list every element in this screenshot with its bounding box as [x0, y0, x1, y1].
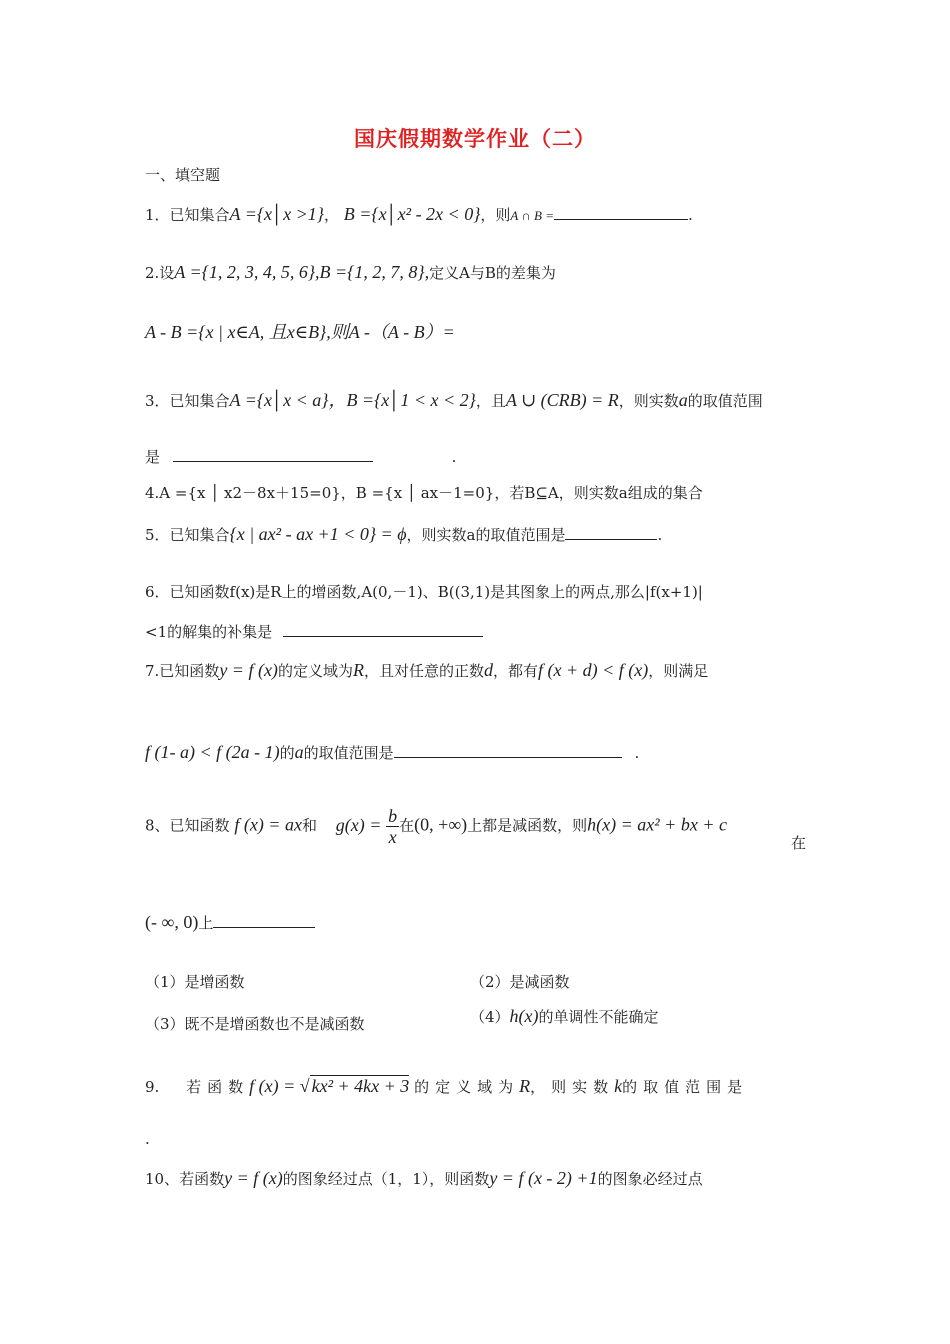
q7-label: 7.已知函数	[145, 662, 220, 680]
question-3	[145, 386, 763, 412]
q9-var-k: k	[614, 1076, 623, 1096]
q2-difference-def: A - B ={x | x∈A, 且x∈B},则A -（A - B）=	[145, 322, 455, 342]
q2-sets: A ={1, 2, 3, 4, 5, 6},B ={1, 2, 7, 8},	[174, 262, 430, 282]
question-3-line-2	[145, 446, 456, 467]
q9-f: f (x) = √	[249, 1076, 310, 1096]
q7-t2: ，且对任意的正数	[363, 662, 484, 680]
q7-ineq: f (x + d) < f (x)	[537, 660, 649, 680]
q8-t1: 和	[301, 816, 317, 835]
q1-end: .	[687, 206, 693, 224]
q1-label: 1．已知集合	[145, 206, 230, 224]
section-heading: 一、填空题	[145, 166, 221, 184]
q1-sep: ，	[323, 206, 339, 224]
q1-intersection: A ∩ B =	[510, 208, 554, 223]
question-9-line-2: .	[145, 1130, 150, 1148]
question-10	[145, 1168, 703, 1189]
question-6: 6．已知函数f(x)是R上的增函数,A(0,－1)、B((3,1)是其图象上的两点,那么|f(x+1)|	[145, 583, 703, 601]
q8-opt4-math: h(x)	[509, 1006, 539, 1026]
question-7	[145, 660, 708, 681]
q5-end: .	[657, 526, 663, 544]
q9-t3: ，则实数	[530, 1078, 615, 1096]
q3-var-a: a	[678, 390, 688, 410]
q1-set-b: B ={x│x² - 2x < 0}	[343, 204, 481, 224]
q9-label: 9.	[145, 1078, 160, 1096]
q7-condition: f (1- a) < f (2a - 1)	[145, 742, 280, 762]
q8-interval: (0, +∞)	[414, 814, 468, 835]
q10-label: 10、若函数	[145, 1170, 225, 1188]
q5-set: {x | ax² - ax +1 < 0} = ϕ	[229, 524, 407, 544]
q2-tail: 定义A与B的差集为	[429, 264, 556, 282]
q8-t2: 在	[399, 816, 415, 835]
q9-t2: 的定义域为	[414, 1078, 520, 1096]
q3-tail: ，则实数	[618, 392, 679, 410]
q7-var-d: d	[483, 660, 493, 680]
q8-label: 8、已知函数	[145, 816, 230, 835]
q8-option-2: （2）是减函数	[470, 973, 570, 991]
q3-sets: A ={x│x < a}，B ={x│1 < x < 2}	[229, 390, 476, 410]
q3-mid: ，且	[475, 392, 506, 410]
q8-t3: 上都是减函数，则	[467, 816, 588, 835]
q5-answer-blank[interactable]	[565, 525, 657, 540]
q8-frac-den: x	[388, 827, 397, 847]
q8-neg-interval: (- ∞, 0)	[145, 912, 199, 932]
q7-t4: ，则满足	[648, 662, 709, 680]
question-1	[145, 204, 693, 225]
q3-label: 3．已知集合	[145, 392, 230, 410]
q8-option-4	[470, 1006, 659, 1027]
q9-radicand: kx² + 4kx + 3	[311, 1076, 410, 1096]
question-2	[145, 262, 556, 283]
q1-tail: ，则	[480, 206, 511, 224]
q9-t1: 若函数	[186, 1078, 250, 1096]
q1-set-a: A ={x│x >1}	[229, 204, 324, 224]
q8-answer-blank[interactable]	[213, 913, 315, 928]
q8-option-1: （1）是增函数	[145, 973, 245, 991]
q10-func: y = f (x)	[224, 1168, 283, 1188]
q7-t3: ，都有	[492, 662, 538, 680]
q5-tail: ，则实数a的取值范围是	[406, 526, 566, 544]
q3-end: .	[451, 448, 457, 466]
q8-opt4-tail: 的单调性不能确定	[538, 1008, 659, 1026]
q9-t4: 的取值范围是	[622, 1078, 749, 1096]
q2-label: 2.设	[145, 264, 175, 282]
q10-shifted-func: y = f (x - 2) +1	[489, 1168, 598, 1188]
q8-opt4-label: （4）	[470, 1008, 510, 1026]
q1-answer-blank[interactable]	[554, 205, 688, 220]
q7-t5: 的	[279, 744, 295, 762]
page-title: 国庆假期数学作业（二）	[354, 126, 596, 151]
q3-line2: 是	[145, 448, 161, 466]
question-8-line-2	[145, 912, 315, 933]
q10-t1: 的图象经过点（1，1），则函数	[282, 1170, 490, 1188]
q8-t5: 上	[198, 914, 214, 932]
q8-frac-num: b	[388, 806, 398, 826]
q6-line2: <1的解集的补集是	[145, 623, 273, 641]
q7-domain: R	[352, 660, 364, 680]
q3-tail2: 的取值范围	[687, 392, 763, 410]
q8-h: h(x) = ax² + bx + c	[587, 814, 727, 835]
q6-answer-blank[interactable]	[283, 622, 483, 637]
q8-f: f (x) = ax	[234, 814, 302, 835]
question-4: 4.A ={x │ x2－8x＋15=0}，B ={x │ ax－1=0}，若B⊆A，则实数a组成的集合	[145, 484, 703, 502]
q5-label: 5．已知集合	[145, 526, 230, 544]
q8-t4: 在	[790, 834, 806, 852]
q7-var-a: a	[294, 742, 304, 762]
q7-t6: 的取值范围是	[303, 744, 394, 762]
q7-answer-blank[interactable]	[394, 743, 622, 758]
q8-g: g(x) =	[335, 814, 382, 835]
question-2-line-2	[145, 318, 455, 344]
q3-answer-blank[interactable]	[173, 447, 373, 462]
question-6-line-2	[145, 621, 483, 642]
q7-t1: 的定义域为	[277, 662, 353, 680]
q8-fraction	[386, 806, 399, 847]
q7-func: y = f (x)	[219, 660, 278, 680]
question-7-line-2	[145, 742, 639, 763]
question-5	[145, 524, 662, 545]
q9-domain: R	[519, 1076, 531, 1096]
q10-t2: 的图象必经过点	[597, 1170, 703, 1188]
question-9	[145, 1076, 807, 1097]
q7-end: .	[634, 744, 640, 762]
q3-union: A ∪ (CRB) = R	[505, 390, 619, 410]
question-8	[145, 806, 727, 847]
q8-option-3: （3）既不是增函数也不是减函数	[145, 1015, 365, 1033]
